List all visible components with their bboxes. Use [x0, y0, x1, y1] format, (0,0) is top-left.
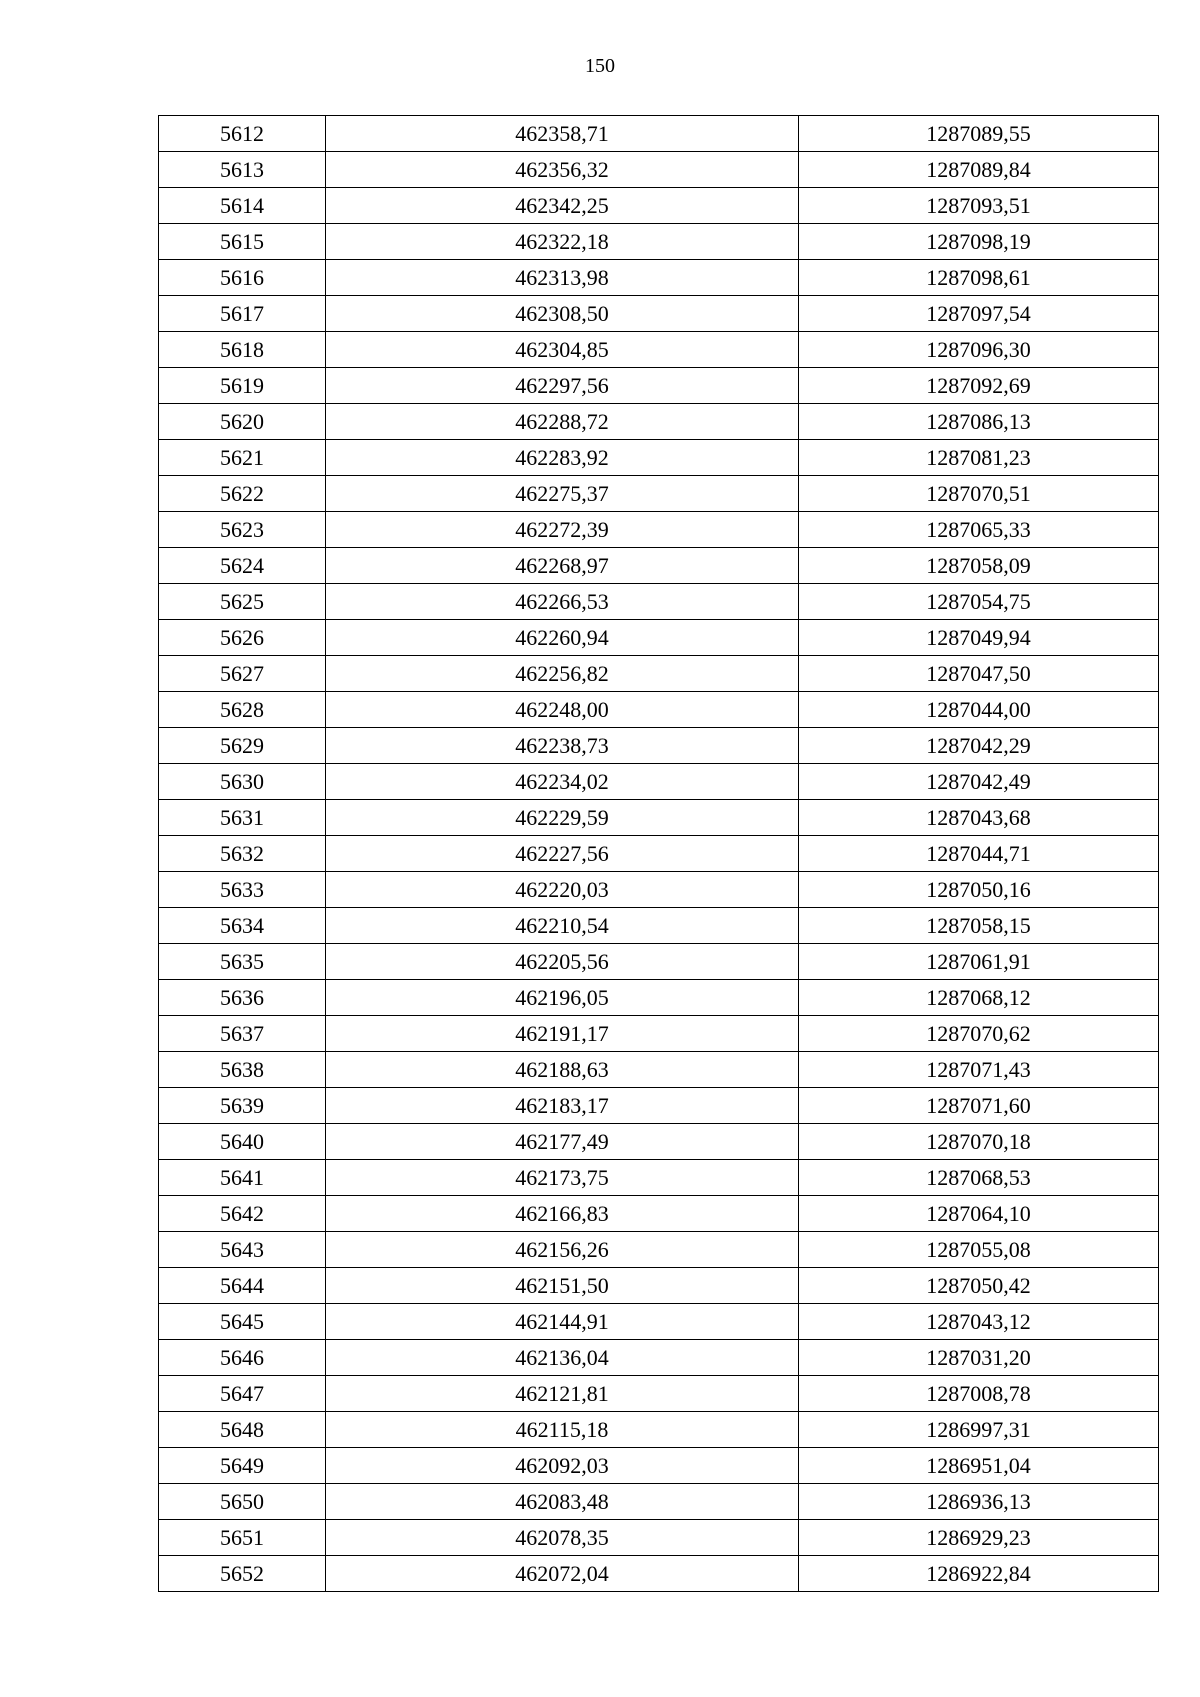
table-row [159, 1556, 1159, 1592]
point-number-cell: 5639 [159, 1088, 326, 1124]
y-coordinate-cell: 1287065,33 [799, 512, 1159, 548]
table-row [159, 1160, 1159, 1196]
x-coordinate-cell: 462121,81 [326, 1376, 799, 1412]
table-row [159, 512, 1159, 548]
point-number-cell: 5636 [159, 980, 326, 1016]
x-coordinate-cell: 462078,35 [326, 1520, 799, 1556]
point-number-cell: 5637 [159, 1016, 326, 1052]
y-coordinate-cell: 1287098,61 [799, 260, 1159, 296]
x-coordinate-cell: 462227,56 [326, 836, 799, 872]
x-coordinate-cell: 462268,97 [326, 548, 799, 584]
table-row [159, 1448, 1159, 1484]
x-coordinate-cell: 462166,83 [326, 1196, 799, 1232]
point-number-cell: 5626 [159, 620, 326, 656]
y-coordinate-cell: 1286951,04 [799, 1448, 1159, 1484]
x-coordinate-cell: 462283,92 [326, 440, 799, 476]
point-number-cell: 5621 [159, 440, 326, 476]
point-number-cell: 5617 [159, 296, 326, 332]
x-coordinate-cell: 462304,85 [326, 332, 799, 368]
x-coordinate-cell: 462308,50 [326, 296, 799, 332]
y-coordinate-cell: 1287044,71 [799, 836, 1159, 872]
y-coordinate-cell: 1287055,08 [799, 1232, 1159, 1268]
y-coordinate-cell: 1287096,30 [799, 332, 1159, 368]
x-coordinate-cell: 462191,17 [326, 1016, 799, 1052]
y-coordinate-cell: 1287093,51 [799, 188, 1159, 224]
y-coordinate-cell: 1286936,13 [799, 1484, 1159, 1520]
point-number-cell: 5640 [159, 1124, 326, 1160]
table-row [159, 440, 1159, 476]
table-row [159, 800, 1159, 836]
point-number-cell: 5628 [159, 692, 326, 728]
table-row [159, 1052, 1159, 1088]
table-row [159, 404, 1159, 440]
y-coordinate-cell: 1287089,55 [799, 116, 1159, 152]
y-coordinate-cell: 1287070,62 [799, 1016, 1159, 1052]
point-number-cell: 5645 [159, 1304, 326, 1340]
x-coordinate-cell: 462072,04 [326, 1556, 799, 1592]
point-number-cell: 5648 [159, 1412, 326, 1448]
point-number-cell: 5620 [159, 404, 326, 440]
table-row [159, 908, 1159, 944]
point-number-cell: 5623 [159, 512, 326, 548]
x-coordinate-cell: 462183,17 [326, 1088, 799, 1124]
y-coordinate-cell: 1287089,84 [799, 152, 1159, 188]
point-number-cell: 5649 [159, 1448, 326, 1484]
y-coordinate-cell: 1287050,42 [799, 1268, 1159, 1304]
y-coordinate-cell: 1286997,31 [799, 1412, 1159, 1448]
y-coordinate-cell: 1287054,75 [799, 584, 1159, 620]
y-coordinate-cell: 1287050,16 [799, 872, 1159, 908]
table-row [159, 260, 1159, 296]
y-coordinate-cell: 1287097,54 [799, 296, 1159, 332]
y-coordinate-cell: 1287061,91 [799, 944, 1159, 980]
y-coordinate-cell: 1287042,49 [799, 764, 1159, 800]
table-row [159, 764, 1159, 800]
point-number-cell: 5624 [159, 548, 326, 584]
table-row [159, 188, 1159, 224]
table-row [159, 1520, 1159, 1556]
y-coordinate-cell: 1287043,12 [799, 1304, 1159, 1340]
y-coordinate-cell: 1287049,94 [799, 620, 1159, 656]
y-coordinate-cell: 1287070,18 [799, 1124, 1159, 1160]
x-coordinate-cell: 462188,63 [326, 1052, 799, 1088]
point-number-cell: 5635 [159, 944, 326, 980]
point-number-cell: 5652 [159, 1556, 326, 1592]
x-coordinate-cell: 462196,05 [326, 980, 799, 1016]
y-coordinate-cell: 1287068,53 [799, 1160, 1159, 1196]
y-coordinate-cell: 1287068,12 [799, 980, 1159, 1016]
y-coordinate-cell: 1287042,29 [799, 728, 1159, 764]
table-row [159, 872, 1159, 908]
point-number-cell: 5638 [159, 1052, 326, 1088]
x-coordinate-cell: 462151,50 [326, 1268, 799, 1304]
table-row [159, 224, 1159, 260]
x-coordinate-cell: 462358,71 [326, 116, 799, 152]
point-number-cell: 5641 [159, 1160, 326, 1196]
x-coordinate-cell: 462092,03 [326, 1448, 799, 1484]
table-row [159, 584, 1159, 620]
point-number-cell: 5632 [159, 836, 326, 872]
point-number-cell: 5616 [159, 260, 326, 296]
y-coordinate-cell: 1287058,15 [799, 908, 1159, 944]
table-row [159, 1340, 1159, 1376]
point-number-cell: 5627 [159, 656, 326, 692]
table-row [159, 1484, 1159, 1520]
coordinates-table [158, 115, 1159, 1592]
point-number-cell: 5631 [159, 800, 326, 836]
table-row [159, 1268, 1159, 1304]
x-coordinate-cell: 462177,49 [326, 1124, 799, 1160]
table-row [159, 1232, 1159, 1268]
point-number-cell: 5633 [159, 872, 326, 908]
page-number: 150 [585, 55, 615, 77]
x-coordinate-cell: 462205,56 [326, 944, 799, 980]
y-coordinate-cell: 1287008,78 [799, 1376, 1159, 1412]
point-number-cell: 5613 [159, 152, 326, 188]
table-row [159, 548, 1159, 584]
y-coordinate-cell: 1287071,60 [799, 1088, 1159, 1124]
y-coordinate-cell: 1287044,00 [799, 692, 1159, 728]
y-coordinate-cell: 1287031,20 [799, 1340, 1159, 1376]
point-number-cell: 5629 [159, 728, 326, 764]
point-number-cell: 5630 [159, 764, 326, 800]
y-coordinate-cell: 1287064,10 [799, 1196, 1159, 1232]
coordinates-table-body [159, 116, 1159, 1592]
x-coordinate-cell: 462256,82 [326, 656, 799, 692]
x-coordinate-cell: 462220,03 [326, 872, 799, 908]
x-coordinate-cell: 462272,39 [326, 512, 799, 548]
point-number-cell: 5618 [159, 332, 326, 368]
x-coordinate-cell: 462275,37 [326, 476, 799, 512]
table-row [159, 1196, 1159, 1232]
table-row [159, 620, 1159, 656]
x-coordinate-cell: 462322,18 [326, 224, 799, 260]
point-number-cell: 5634 [159, 908, 326, 944]
y-coordinate-cell: 1287070,51 [799, 476, 1159, 512]
table-row [159, 296, 1159, 332]
x-coordinate-cell: 462238,73 [326, 728, 799, 764]
y-coordinate-cell: 1287098,19 [799, 224, 1159, 260]
table-row [159, 332, 1159, 368]
point-number-cell: 5643 [159, 1232, 326, 1268]
table-row [159, 1304, 1159, 1340]
point-number-cell: 5622 [159, 476, 326, 512]
x-coordinate-cell: 462136,04 [326, 1340, 799, 1376]
point-number-cell: 5644 [159, 1268, 326, 1304]
x-coordinate-cell: 462234,02 [326, 764, 799, 800]
table-row [159, 152, 1159, 188]
point-number-cell: 5651 [159, 1520, 326, 1556]
point-number-cell: 5612 [159, 116, 326, 152]
y-coordinate-cell: 1286922,84 [799, 1556, 1159, 1592]
x-coordinate-cell: 462144,91 [326, 1304, 799, 1340]
point-number-cell: 5625 [159, 584, 326, 620]
table-row [159, 116, 1159, 152]
point-number-cell: 5647 [159, 1376, 326, 1412]
x-coordinate-cell: 462083,48 [326, 1484, 799, 1520]
x-coordinate-cell: 462248,00 [326, 692, 799, 728]
table-row [159, 368, 1159, 404]
table-row [159, 1412, 1159, 1448]
y-coordinate-cell: 1287086,13 [799, 404, 1159, 440]
x-coordinate-cell: 462115,18 [326, 1412, 799, 1448]
x-coordinate-cell: 462297,56 [326, 368, 799, 404]
y-coordinate-cell: 1287071,43 [799, 1052, 1159, 1088]
x-coordinate-cell: 462260,94 [326, 620, 799, 656]
table-row [159, 1376, 1159, 1412]
x-coordinate-cell: 462342,25 [326, 188, 799, 224]
table-row [159, 476, 1159, 512]
x-coordinate-cell: 462210,54 [326, 908, 799, 944]
point-number-cell: 5642 [159, 1196, 326, 1232]
y-coordinate-cell: 1287081,23 [799, 440, 1159, 476]
x-coordinate-cell: 462229,59 [326, 800, 799, 836]
x-coordinate-cell: 462266,53 [326, 584, 799, 620]
y-coordinate-cell: 1287058,09 [799, 548, 1159, 584]
x-coordinate-cell: 462288,72 [326, 404, 799, 440]
x-coordinate-cell: 462313,98 [326, 260, 799, 296]
x-coordinate-cell: 462356,32 [326, 152, 799, 188]
point-number-cell: 5646 [159, 1340, 326, 1376]
y-coordinate-cell: 1287043,68 [799, 800, 1159, 836]
y-coordinate-cell: 1287047,50 [799, 656, 1159, 692]
table-row [159, 728, 1159, 764]
y-coordinate-cell: 1286929,23 [799, 1520, 1159, 1556]
y-coordinate-cell: 1287092,69 [799, 368, 1159, 404]
table-row [159, 836, 1159, 872]
table-row [159, 1088, 1159, 1124]
table-row [159, 692, 1159, 728]
table-row [159, 1124, 1159, 1160]
point-number-cell: 5615 [159, 224, 326, 260]
point-number-cell: 5614 [159, 188, 326, 224]
point-number-cell: 5619 [159, 368, 326, 404]
table-row [159, 656, 1159, 692]
point-number-cell: 5650 [159, 1484, 326, 1520]
table-row [159, 980, 1159, 1016]
table-row [159, 944, 1159, 980]
x-coordinate-cell: 462173,75 [326, 1160, 799, 1196]
x-coordinate-cell: 462156,26 [326, 1232, 799, 1268]
table-row [159, 1016, 1159, 1052]
